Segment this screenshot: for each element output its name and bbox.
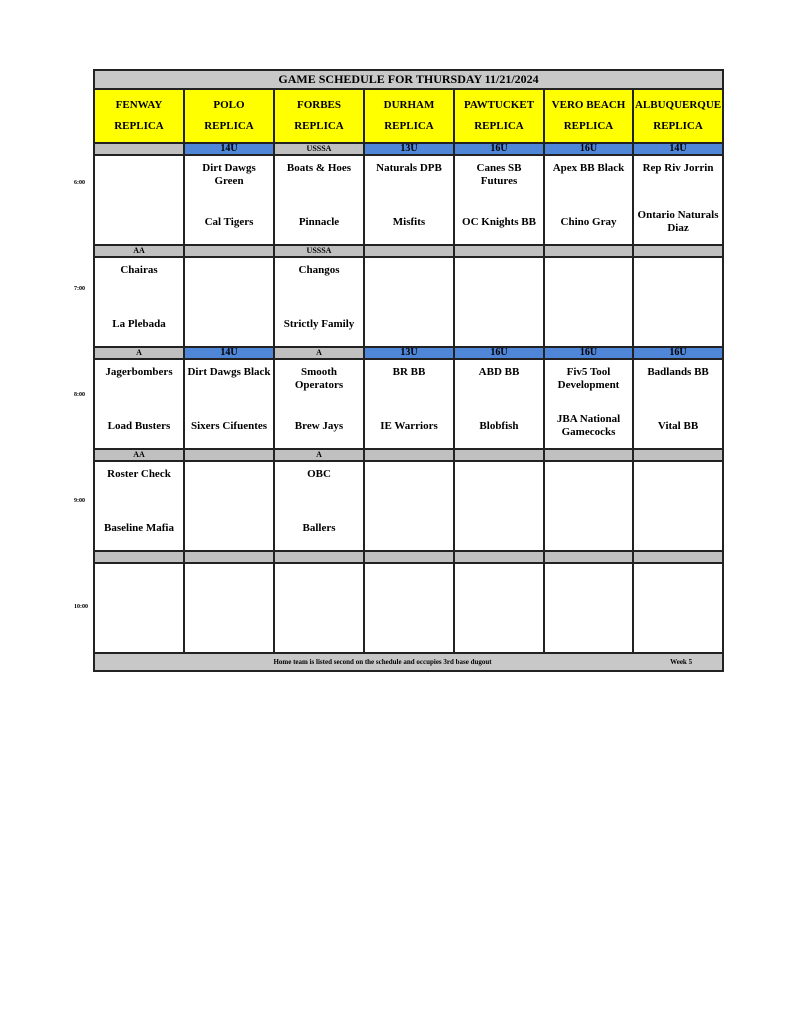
game-row	[94, 359, 723, 449]
home-team: Pinnacle	[298, 215, 340, 228]
field-name: VERO BEACH	[551, 99, 626, 111]
game-cell	[94, 563, 184, 653]
division-label: A	[94, 347, 184, 359]
division-label	[454, 449, 544, 461]
game-cell	[633, 257, 723, 347]
game-cell	[364, 257, 454, 347]
time-label: 9:00	[74, 498, 85, 504]
home-team	[185, 608, 273, 652]
division-label	[274, 551, 364, 563]
division-row	[94, 551, 723, 563]
home-team: Sixers Cifuentes	[190, 419, 268, 432]
field-name: DURHAM	[383, 99, 435, 111]
home-team	[275, 608, 363, 652]
away-team	[545, 462, 632, 506]
away-team: Badlands BB	[647, 366, 709, 378]
schedule-table	[93, 69, 724, 672]
home-team	[185, 506, 273, 550]
game-cell	[184, 359, 274, 449]
game-cell	[633, 359, 723, 449]
away-team	[185, 258, 273, 302]
field-subtitle: REPLICA	[653, 120, 703, 132]
game-row	[94, 461, 723, 551]
game-cell	[454, 461, 544, 551]
division-label: A	[274, 449, 364, 461]
home-team	[365, 608, 453, 652]
division-label	[184, 245, 274, 257]
away-team: Boats & Hoes	[286, 162, 352, 174]
game-row	[94, 563, 723, 653]
away-team: Smooth Operators	[294, 366, 344, 391]
field-name: FENWAY	[115, 99, 163, 111]
game-cell	[544, 359, 633, 449]
division-label	[544, 551, 633, 563]
division-label: 14U	[633, 143, 723, 155]
field-header-albuquerque	[633, 89, 723, 143]
away-team	[275, 564, 363, 608]
game-cell	[633, 563, 723, 653]
away-team: BR BB	[392, 366, 426, 378]
game-cell	[364, 155, 454, 245]
game-cell	[454, 155, 544, 245]
division-label	[633, 551, 723, 563]
field-name: POLO	[213, 99, 245, 111]
home-team	[455, 506, 543, 550]
field-subtitle: REPLICA	[384, 120, 434, 132]
home-team: Cal Tigers	[204, 215, 254, 228]
division-label: 16U	[454, 347, 544, 359]
game-cell	[274, 461, 364, 551]
game-cell	[454, 257, 544, 347]
footer	[94, 653, 723, 671]
division-label	[454, 245, 544, 257]
game-cell	[364, 461, 454, 551]
away-team	[545, 258, 632, 302]
away-team: ABD BB	[478, 366, 520, 378]
away-team	[185, 462, 273, 506]
away-team: Jagerbombers	[105, 366, 173, 378]
field-header-polo	[184, 89, 274, 143]
division-label: 13U	[364, 347, 454, 359]
division-label: A	[274, 347, 364, 359]
home-team: Load Busters	[107, 419, 171, 432]
away-team	[455, 462, 543, 506]
home-team: Strictly Family	[283, 317, 355, 330]
division-label: 16U	[454, 143, 544, 155]
game-cell	[184, 257, 274, 347]
home-team: Ballers	[302, 521, 336, 534]
field-subtitle: REPLICA	[114, 120, 164, 132]
time-label: 8:00	[74, 392, 85, 398]
game-cell	[633, 461, 723, 551]
field-header-vero-beach	[544, 89, 633, 143]
schedule-title: GAME SCHEDULE FOR THURSDAY 11/21/2024	[94, 70, 723, 89]
game-cell	[274, 359, 364, 449]
game-cell	[364, 563, 454, 653]
division-label: USSSA	[274, 143, 364, 155]
home-team: IE Warriors	[380, 419, 438, 432]
game-cell	[94, 155, 184, 245]
field-subtitle: REPLICA	[563, 120, 614, 132]
game-cell	[544, 155, 633, 245]
away-team: Rep Riv Jorrin	[642, 162, 714, 174]
away-team	[455, 564, 543, 608]
away-team: Naturals DPB	[376, 162, 442, 174]
away-team	[545, 564, 632, 608]
game-cell	[94, 359, 184, 449]
home-team: Vital BB	[657, 419, 699, 432]
field-subtitle: REPLICA	[294, 120, 344, 132]
game-cell	[94, 257, 184, 347]
field-header-durham	[364, 89, 454, 143]
time-label: 10:00	[74, 604, 88, 610]
home-team: Brew Jays	[294, 419, 344, 432]
division-label	[184, 551, 274, 563]
home-team	[95, 608, 183, 652]
week-label: Week 5	[670, 658, 693, 666]
home-team	[95, 200, 183, 244]
game-cell	[94, 461, 184, 551]
away-team	[634, 258, 722, 302]
game-cell	[274, 563, 364, 653]
division-row	[94, 347, 723, 359]
division-label	[94, 551, 184, 563]
home-team	[455, 302, 543, 346]
away-team	[634, 564, 722, 608]
division-label	[544, 449, 633, 461]
home-team: JBA National Gamecocks	[556, 413, 621, 438]
home-team: OC Knights BB	[462, 215, 536, 228]
division-label	[364, 551, 454, 563]
away-team	[365, 564, 453, 608]
game-cell	[454, 563, 544, 653]
home-team: Misfits	[392, 215, 426, 228]
division-label: AA	[94, 449, 184, 461]
away-team: Dirt Dawgs Black	[187, 366, 271, 378]
game-cell	[544, 257, 633, 347]
division-label	[544, 245, 633, 257]
away-team	[95, 564, 183, 608]
division-label: 16U	[544, 143, 633, 155]
away-team: Changos	[298, 264, 340, 276]
division-label: 14U	[184, 143, 274, 155]
away-team: Dirt Dawgs Green	[202, 162, 256, 187]
division-label: USSSA	[274, 245, 364, 257]
game-cell	[544, 563, 633, 653]
division-label	[184, 449, 274, 461]
game-cell	[184, 155, 274, 245]
away-team	[95, 156, 183, 200]
division-label: 16U	[544, 347, 633, 359]
schedule-sheet	[93, 69, 722, 672]
home-team	[455, 608, 543, 652]
game-cell	[274, 257, 364, 347]
away-team: OBC	[307, 468, 331, 480]
time-label: 7:00	[74, 286, 85, 292]
away-team: Canes SB Futures	[476, 162, 522, 187]
division-row	[94, 449, 723, 461]
field-header-fenway	[94, 89, 184, 143]
field-name: ALBUQUERQUE	[634, 99, 722, 111]
home-team	[545, 608, 632, 652]
home-team	[365, 506, 453, 550]
game-cell	[544, 461, 633, 551]
field-header-pawtucket	[454, 89, 544, 143]
field-subtitle: REPLICA	[204, 120, 254, 132]
home-team: La Plebada	[112, 317, 166, 330]
division-row	[94, 143, 723, 155]
away-team: Chairas	[120, 264, 158, 276]
home-team	[545, 302, 632, 346]
home-team: Chino Gray	[560, 215, 617, 228]
away-team	[365, 462, 453, 506]
away-team	[634, 462, 722, 506]
division-row	[94, 245, 723, 257]
home-team	[365, 302, 453, 346]
division-label	[454, 551, 544, 563]
division-label	[94, 143, 184, 155]
game-row	[94, 155, 723, 245]
game-cell	[454, 359, 544, 449]
home-team	[634, 302, 722, 346]
game-cell	[184, 563, 274, 653]
home-team: Blobfish	[479, 419, 519, 432]
home-team	[185, 302, 273, 346]
away-team: Fiv5 Tool Development	[557, 366, 620, 391]
game-cell	[184, 461, 274, 551]
division-label: 13U	[364, 143, 454, 155]
home-team	[634, 506, 722, 550]
game-cell	[633, 155, 723, 245]
time-label: 6:00	[74, 180, 85, 186]
game-row	[94, 257, 723, 347]
home-team: Baseline Mafia	[104, 521, 174, 534]
home-team: Ontario Naturals Diaz	[637, 209, 719, 234]
division-label	[633, 245, 723, 257]
division-label: AA	[94, 245, 184, 257]
away-team	[455, 258, 543, 302]
away-team	[365, 258, 453, 302]
division-label: 16U	[633, 347, 723, 359]
field-name: FORBES	[296, 99, 341, 111]
away-team	[185, 564, 273, 608]
field-name: PAWTUCKET	[463, 99, 535, 111]
away-team: Roster Check	[107, 468, 171, 480]
home-team	[545, 506, 632, 550]
footer-note: Home team is listed second on the schedule and occupies 3rd base dugout	[273, 658, 492, 666]
game-cell	[274, 155, 364, 245]
away-team: Apex BB Black	[552, 162, 625, 174]
field-subtitle: REPLICA	[474, 120, 524, 132]
division-label	[633, 449, 723, 461]
game-cell	[364, 359, 454, 449]
field-header-forbes	[274, 89, 364, 143]
division-label	[364, 449, 454, 461]
division-label	[364, 245, 454, 257]
home-team	[634, 608, 722, 652]
division-label: 14U	[184, 347, 274, 359]
